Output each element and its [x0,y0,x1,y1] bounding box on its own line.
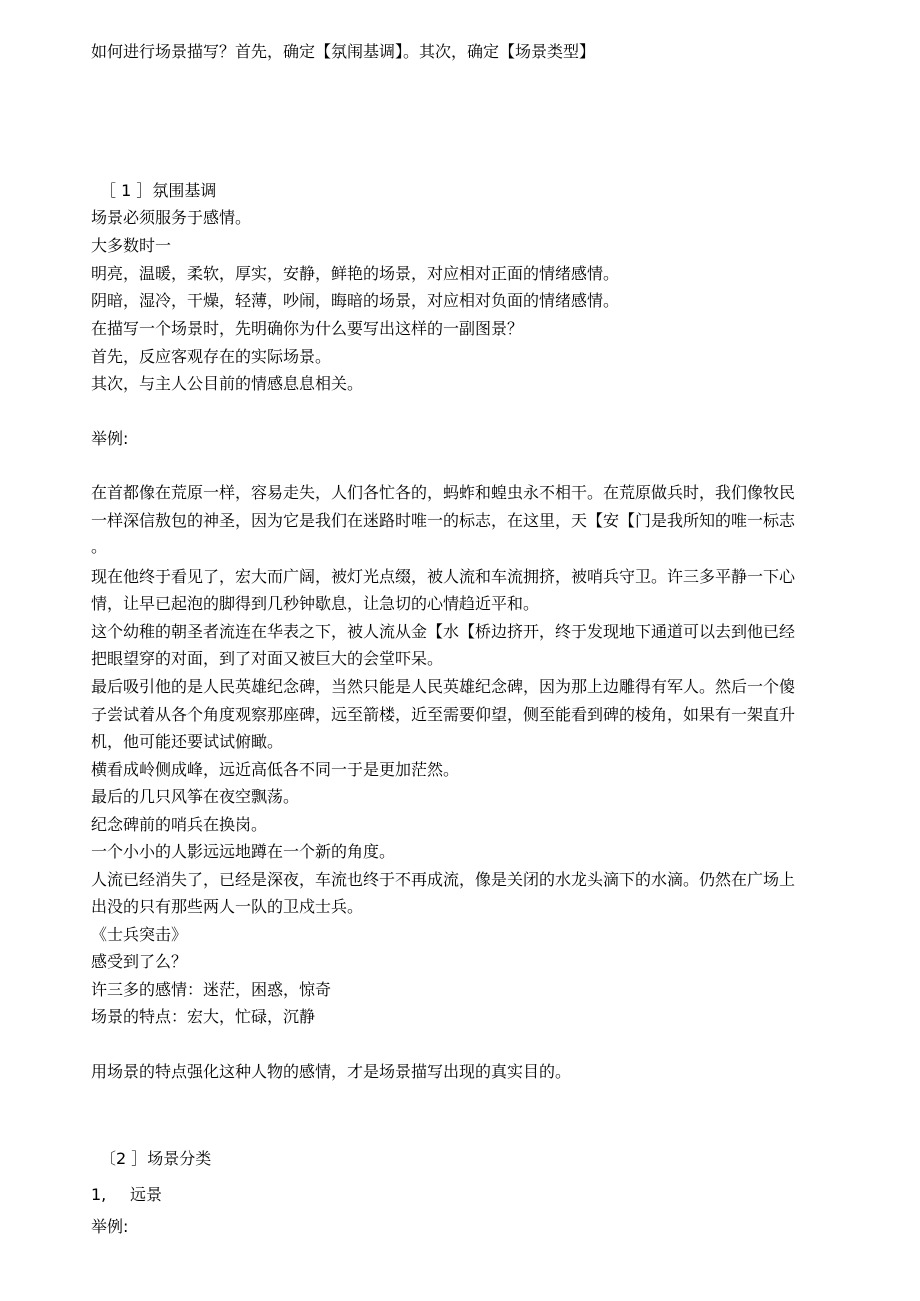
paragraph-line: 首先，反应客观存在的实际场景。 [91,347,332,366]
example-line: 纪念碑前的哨兵在换岗。 [91,815,268,834]
paragraph-line: 其次，与主人公目前的情感息息相关。 [91,374,364,393]
example-line: 人流已经消失了，已经是深夜，车流也终于不再成流，像是关闭的水龙头滴下的水滴。仍然在广场上 [91,870,796,889]
example-line: 感受到了么？ [91,952,188,971]
example-line: 。 [91,537,108,556]
example-line: 情，让早已起泡的脚得到几秒钟歇息，让急切的心情趋近平和。 [91,594,540,613]
paragraph-line: 大多数时一 [91,236,172,255]
example-line: 现在他终于看见了，宏大而广阔，被灯光点缀，被人流和车流拥挤，被哨兵守卫。许三多平静一下心 [91,567,796,586]
example-line: 许三多的感情：迷茫，困惑，惊奇 [91,980,332,999]
example-line: 最后的几只风筝在夜空飘荡。 [91,787,300,806]
example-line: 一个小小的人影远远地蹲在一个新的角度。 [91,842,396,861]
list-item-label: 远景 [130,1185,163,1204]
paragraph-line: 阴暗，湿冷，干燥，轻薄，吵闹，晦暗的场景，对应相对负面的情绪感情。 [91,291,620,310]
example-line: 出没的只有那些两人一队的卫戍士兵。 [91,897,364,916]
paragraph-line: 场景必须服务于感情。 [91,208,252,227]
example-line: 机，他可能还要试试俯瞰。 [91,732,284,751]
paragraph-line: 明亮，温暖，柔软，厚实，安静，鲜艳的场景，对应相对正面的情绪感情。 [91,264,620,283]
list-item-number: 1, [91,1185,107,1204]
example-line: 场景的特点：宏大，忙碌，沉静 [91,1007,316,1026]
section-heading-scene-types: 〔2 ］场景分类 [100,1149,212,1168]
example-line: 最后吸引他的是人民英雄纪念碑，当然只能是人民英雄纪念碑，因为那上边雕得有军人。然后一个傻 [91,677,796,696]
intro-line: 如何进行场景描写？首先，确定【氛闱基调】。其次，确定【场景类型】 [91,42,596,61]
example-line: 横看成岭侧成峰，远近高低各不同一于是更加茫然。 [91,760,460,779]
paragraph-line: 在描写一个场景时，先明确你为什么要写出这样的一副图景？ [91,319,524,338]
example-line: 把眼望穿的对面，到了对面又被巨大的会堂吓呆。 [91,649,444,668]
example-label: 举例: [91,1217,129,1236]
example-line: 一样深信敖包的神圣，因为它是我们在迷路时唯一的标志，在这里，天【安【门是我所知的唯一标志 [91,511,796,530]
example-line: 子尝试着从各个角度观察那座碑，远至箭楼，近至需要仰望，侧至能看到碑的棱角，如果有一架直升 [91,705,796,724]
book-title: 《士兵突击》 [91,925,188,944]
example-label: 举例: [91,429,129,448]
example-line: 在首都像在荒原一样，容易走失，人们各忙各的，蚂蚱和蝗虫永不相干。在荒原做兵时，我们像牧民 [91,483,796,502]
example-line: 这个幼稚的朝圣者流连在华表之下，被人流从金【水【桥边挤开，终于发现地下通道可以去到他已经 [91,622,796,641]
section-heading-atmosphere: ［ 1 ］氛围基调 [100,181,217,200]
conclusion-line: 用场景的特点强化这种人物的感情，才是场景描写出现的真实目的。 [91,1062,572,1081]
